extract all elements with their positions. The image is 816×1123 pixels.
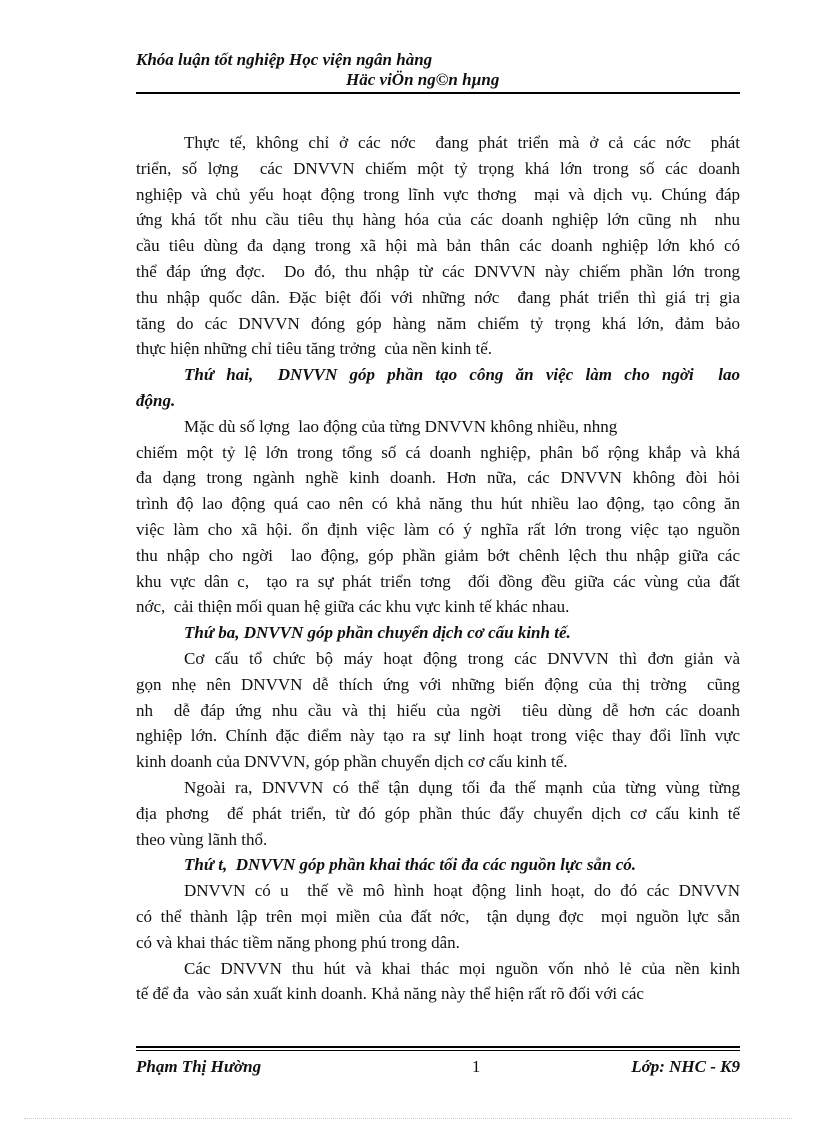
text-line: khu vực dân c, tạo ra sự phát triển tơng đối đồng đều giữa các vùng của đất: [136, 571, 740, 591]
text-line: cầu tiêu dùng đa dạng trong xã hội mà bản thân các doanh nghiệp lớn khó có: [136, 236, 740, 256]
footer-author: Phạm Thị Hường: [136, 1057, 262, 1076]
footer-rule-thick: [136, 1046, 740, 1048]
text-line: động.: [136, 390, 176, 410]
text-line: đa dạng trong ngành nghề kinh doanh. Hơn nữa, các DNVVN không đòi hỏi: [136, 468, 740, 488]
text-line: Thứ ba, DNVVN góp phần chuyển dịch cơ cấu kinh tế.: [184, 623, 571, 643]
text-line: tăng do các DNVVN đóng góp hàng năm chiếm tỷ trọng khá lớn, đảm bảo: [136, 313, 740, 333]
header-rule: [136, 92, 740, 94]
text-line: Thứ hai, DNVVN góp phần tạo công ăn việc làm cho ngời lao: [184, 365, 740, 385]
text-line: theo vùng lãnh thổ.: [136, 829, 268, 849]
text-line: nớc, cải thiện mối quan hệ giữa các khu vực kinh tế khác nhau.: [136, 597, 570, 617]
text-line: Thứ t, DNVVN góp phần khai thác tối đa các nguồn lực sẵn có.: [184, 855, 637, 875]
text-line: nh dễ đáp ứng nhu cầu và thị hiếu của ngời tiêu dùng dễ hơn các doanh: [136, 700, 740, 720]
page-bottom-border: [24, 1118, 792, 1119]
text-line: thu nhập cho ngời lao động, góp phần giảm bớt chênh lệch thu nhập giữa các: [136, 545, 740, 565]
text-line: trình độ lao động quá cao nên có khả năng thu hút nhiều lao động, tạo công ăn: [136, 494, 740, 514]
text-line: thực hiện những chỉ tiêu tăng trởng của nền kinh tế.: [136, 339, 492, 359]
text-line: Cơ cấu tổ chức bộ máy hoạt động trong các DNVVN thì đơn giản và: [184, 648, 740, 668]
document-body: [136, 130, 740, 1007]
text-line: thu nhập quốc dân. Đặc biệt đối với những nớc đang phát triển thì giá trị gia: [136, 287, 740, 307]
text-line: kinh doanh của DNVVN, góp phần chuyển dịch cơ cấu kinh tế.: [136, 752, 568, 772]
page-number: 1: [471, 1057, 481, 1076]
text-line: tế để đa vào sản xuất kinh doanh. Khả năng này thể hiện rất rõ đối với các: [136, 984, 644, 1004]
header-subtitle: Häc viÖn ng©n hµng: [346, 70, 500, 89]
text-line: Thực tế, không chỉ ở các nớc đang phát triển mà ở cả các nớc phát: [184, 133, 740, 152]
text-line: việc làm cho xã hội. ổn định việc làm có ý nghĩa rất lớn trong việc tạo nguồn: [136, 519, 740, 539]
text-line: nghiệp và chủ yếu hoạt động trong lĩnh vực thơng mại và dịch vụ. Chúng đáp: [136, 184, 740, 204]
text-line: DNVVN có u thế về mô hình hoạt động linh hoạt, do đó các DNVVN: [184, 881, 740, 901]
page-footer: [136, 1046, 740, 1077]
page-header: [136, 50, 740, 94]
text-line: thể đáp ứng đợc. Do đó, thu nhập từ các DNVVN này chiếm phần lớn trong: [136, 261, 740, 281]
header-title: Khóa luận tốt nghiệp Học viện ngân hàng: [136, 50, 433, 69]
text-line: triển, số lợng các DNVVN chiếm một tỷ trọng khá lớn trong số các doanh: [136, 158, 740, 178]
text-line: nghiệp lớn. Chính đặc điểm này tạo ra sự linh hoạt trong việc thay đổi lĩnh vực: [136, 726, 740, 746]
text-line: ứng khá tốt nhu cầu tiêu thụ hàng hóa của các doanh nghiệp lớn cũng nh nhu: [136, 210, 740, 230]
text-line: địa phơng để phát triển, từ đó góp phần thúc đẩy chuyển dịch cơ cấu kinh tế: [136, 803, 740, 823]
text-line: Các DNVVN thu hút và khai thác mọi nguồn vốn nhỏ lẻ của nền kinh: [184, 958, 740, 978]
text-line: gọn nhẹ nên DNVVN dễ thích ứng với những biến động của thị trờng cũng: [136, 674, 740, 694]
footer-rule-thin: [136, 1050, 740, 1051]
text-line: Ngoài ra, DNVVN có thể tận dụng tối đa thế mạnh của từng vùng từng: [184, 777, 740, 797]
text-line: có thể thành lập trên mọi miền của đất nớc, tận dụng đợc mọi nguồn lực sẵn: [136, 906, 740, 926]
footer-class-label: Lớp: NHC - K9: [631, 1057, 740, 1076]
text-line: chiếm một tỷ lệ lớn trong tổng số cá doanh nghiệp, phân bổ rộng khắp và khá: [136, 442, 740, 462]
text-line: có và khai thác tiềm năng phong phú trong dân.: [136, 932, 460, 952]
text-line: Mặc dù số lợng lao động của từng DNVVN không nhiều, nhng: [184, 416, 618, 436]
